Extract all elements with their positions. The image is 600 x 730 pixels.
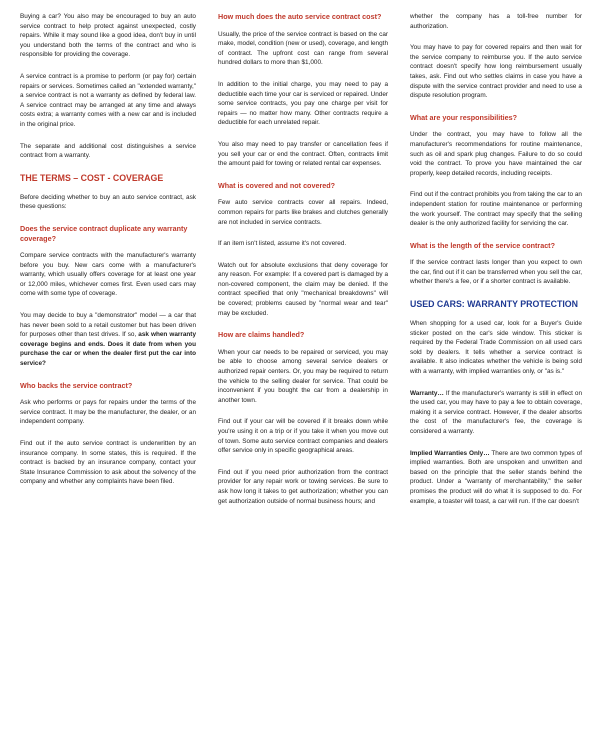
responsibilities-heading: What are your responsibilities? [410,112,518,122]
compare-contracts-paragraph: Compare service contracts with the manufacturer's warranty before you buy. New cars come with a manufacturer's warranty, which usually offers coverage for at least one year or 12,000 miles, whichever comes first. Even used cars may come with some type of coverage. [20,252,196,298]
implied-warranties-paragraph [410,449,582,507]
used-cars-heading: USED CARS: WARRANTY PROTECTION [410,299,578,310]
claims-heading: How are claims handled? [218,330,305,340]
not-listed-paragraph: If an item isn't listed, assume it's not covered. [218,240,347,248]
transfer-fees-paragraph: You also may need to pay transfer or cancellation fees if you sell your car or end the contract. Often, contracts limit the amount paid for towing or related rental car expenses. [218,140,388,168]
cost-heading: How much does the auto service contract cost? [218,12,382,21]
transfer-contract-paragraph: If the service contract lasts longer than you expect to own the car, find out if it can be transferred when you sell the car, whether there's a fee, or if a shorter contract is available. [410,259,582,286]
duplicate-coverage-heading: Does the service contract duplicate any warranty coverage? [20,223,188,243]
implied-warranties-text: There are two common types of implied warranties. Both are unspoken and unwritten and based on the principle that the seller stands behind the product. Under a "warranty of merchantability," the seller promises the product will do what it is supposed to do. For example, a toaster will toast, a car will run. If the car doesn't [410,449,582,505]
demonstrator-paragraph [20,311,196,369]
column-left [20,12,196,499]
buyers-guide-paragraph: When shopping for a used car, look for a Buyer's Guide sticker posted on the car's side window. This sticker is required by the Federal Trade Commission on all used cars sold by dealers. It tells whether a service contract is available. It also indicates whether the vehicle is being sold with a warranty, with implied warranties only, or "as is." [410,320,582,376]
maintenance-paragraph: Under the contract, you may have to follow all the manufacturer's recommendations for routine maintenance, such as oil and spark plug changes. Failure to do so could void the contract. To prove you have maintained the car properly, keep detailed records, including receipts. [410,131,582,177]
column-right [410,12,582,518]
price-paragraph: Usually, the price of the service contract is based on the car make, model, condition (new or used), coverage, and length of contract. The upfront cost can range from several hundred dollars to more than $1,000. [218,30,388,67]
warranty-text: If the manufacturer's warranty is still in effect on the used car, you may have to pay a fee to obtain coverage, making it a service contract. However, if the dealer absorbs the cost of the manufacturer's fee, the coverage is considered a warranty. [410,389,582,435]
exclusions-paragraph: Watch out for absolute exclusions that deny coverage for any reason. For example: If a covered part is damaged by a non-covered component, the claim may be denied. If the contract specified that only "mechanical breakdowns" will be covered; problems caused by "normal wear and tear" may be excluded. [218,261,388,317]
warranty-paragraph [410,389,582,437]
intro-paragraph: Buying a car? You also may be encouraged to buy an auto service contract to help protect against unexpected, costly repairs. While it may sound like a good idea, don't buy in until you understand both the terms of the contract and who is responsible for providing the coverage. [20,13,196,59]
repair-service-paragraph: When your car needs to be repaired or serviced, you may be able to choose among several service dealers or authorized repair centers. Or, you may be required to return the vehicle to the selling dealer for service. That could be inconvenient if you bought the car from a dealership in another town. [218,348,388,404]
underwritten-paragraph: Find out if the auto service contract is underwritten by an insurance company. In some states, this is required. If the contract is backed by an insurance company, contact your State Insurance Commission to ask about the solvency of the company and whether any complaints have been filed. [20,440,196,486]
column-middle [218,12,388,518]
few-contracts-paragraph: Few auto service contracts cover all repairs. Indeed, common repairs for parts like brakes and clutches generally are not included in service contracts. [218,199,388,226]
contract-length-heading: What is the length of the service contract? [410,240,555,250]
reimbursement-paragraph: You may have to pay for covered repairs and then wait for the service company to reimburse you. If the auto service contract doesn't specify how long reimbursement usually takes, ask. Find out who settles claims in case you have a dispute with the service contract provider and need to use a dispute resolution program. [410,44,582,100]
separate-cost-paragraph: The separate and additional cost distinguishes a service contract from a warranty. [20,142,196,160]
definition-paragraph: A service contract is a promise to perform (or pay for) certain repairs or services. Sometimes called an "extended warranty," a service contract is not a warranty as defined by federal law. A service contract may be arranged at any time and always costs extra; a warranty comes with a new car and is included in the original price. [20,72,196,128]
demonstrator-bold-text: ask when warranty coverage begins and ends. Does it date from when you purchase the car or when the dealer first put the car into service? [20,331,196,368]
who-backs-heading: Who backs the service contract? [20,380,133,390]
implied-warranties-label: Implied Warranties Only… [410,449,490,457]
warranty-label: Warranty… [410,389,444,397]
terms-cost-coverage-heading: THE TERMS – COST - COVERAGE [20,172,164,183]
covered-heading: What is covered and not covered? [218,180,336,190]
independent-station-paragraph: Find out if the contract prohibits you from taking the car to an independent station for routine maintenance or performing the work yourself. The contract may specify that the selling dealer is the only authorized facility for servicing the car. [410,191,582,228]
breakdown-trip-paragraph: Find out if your car will be covered if it breaks down while you're using it on a trip or if you take it when you move out of town. Some auto service contract companies and dealers offer service only in specific geographical areas. [218,418,388,455]
toll-free-paragraph: whether the company has a toll-free number for authorization. [410,13,582,30]
demonstrator-text: You may decide to buy a "demonstrator" model — a car that has never been sold to a retail customer but has been driven for purposes other than test drives. If so, [20,312,196,339]
prior-authorization-paragraph: Find out if you need prior authorization from the contract provider for any repair work or towing services. Be sure to ask how long it takes to get authorization; whether you can get authorization outside of normal business hours; and [218,468,388,505]
before-deciding-paragraph: Before deciding whether to buy an auto service contract, ask these questions: [20,193,196,211]
deductible-paragraph: In addition to the initial charge, you may need to pay a deductible each time your car is serviced or repaired. Under some service contracts, you pay one charge per visit for repairs — no matter how many. Other contracts require a deductible for each unrelated repair. [218,80,388,127]
ask-who-paragraph: Ask who performs or pays for repairs under the terms of the service contract. It may be the manufacturer, the dealer, or an independent company. [20,399,196,426]
